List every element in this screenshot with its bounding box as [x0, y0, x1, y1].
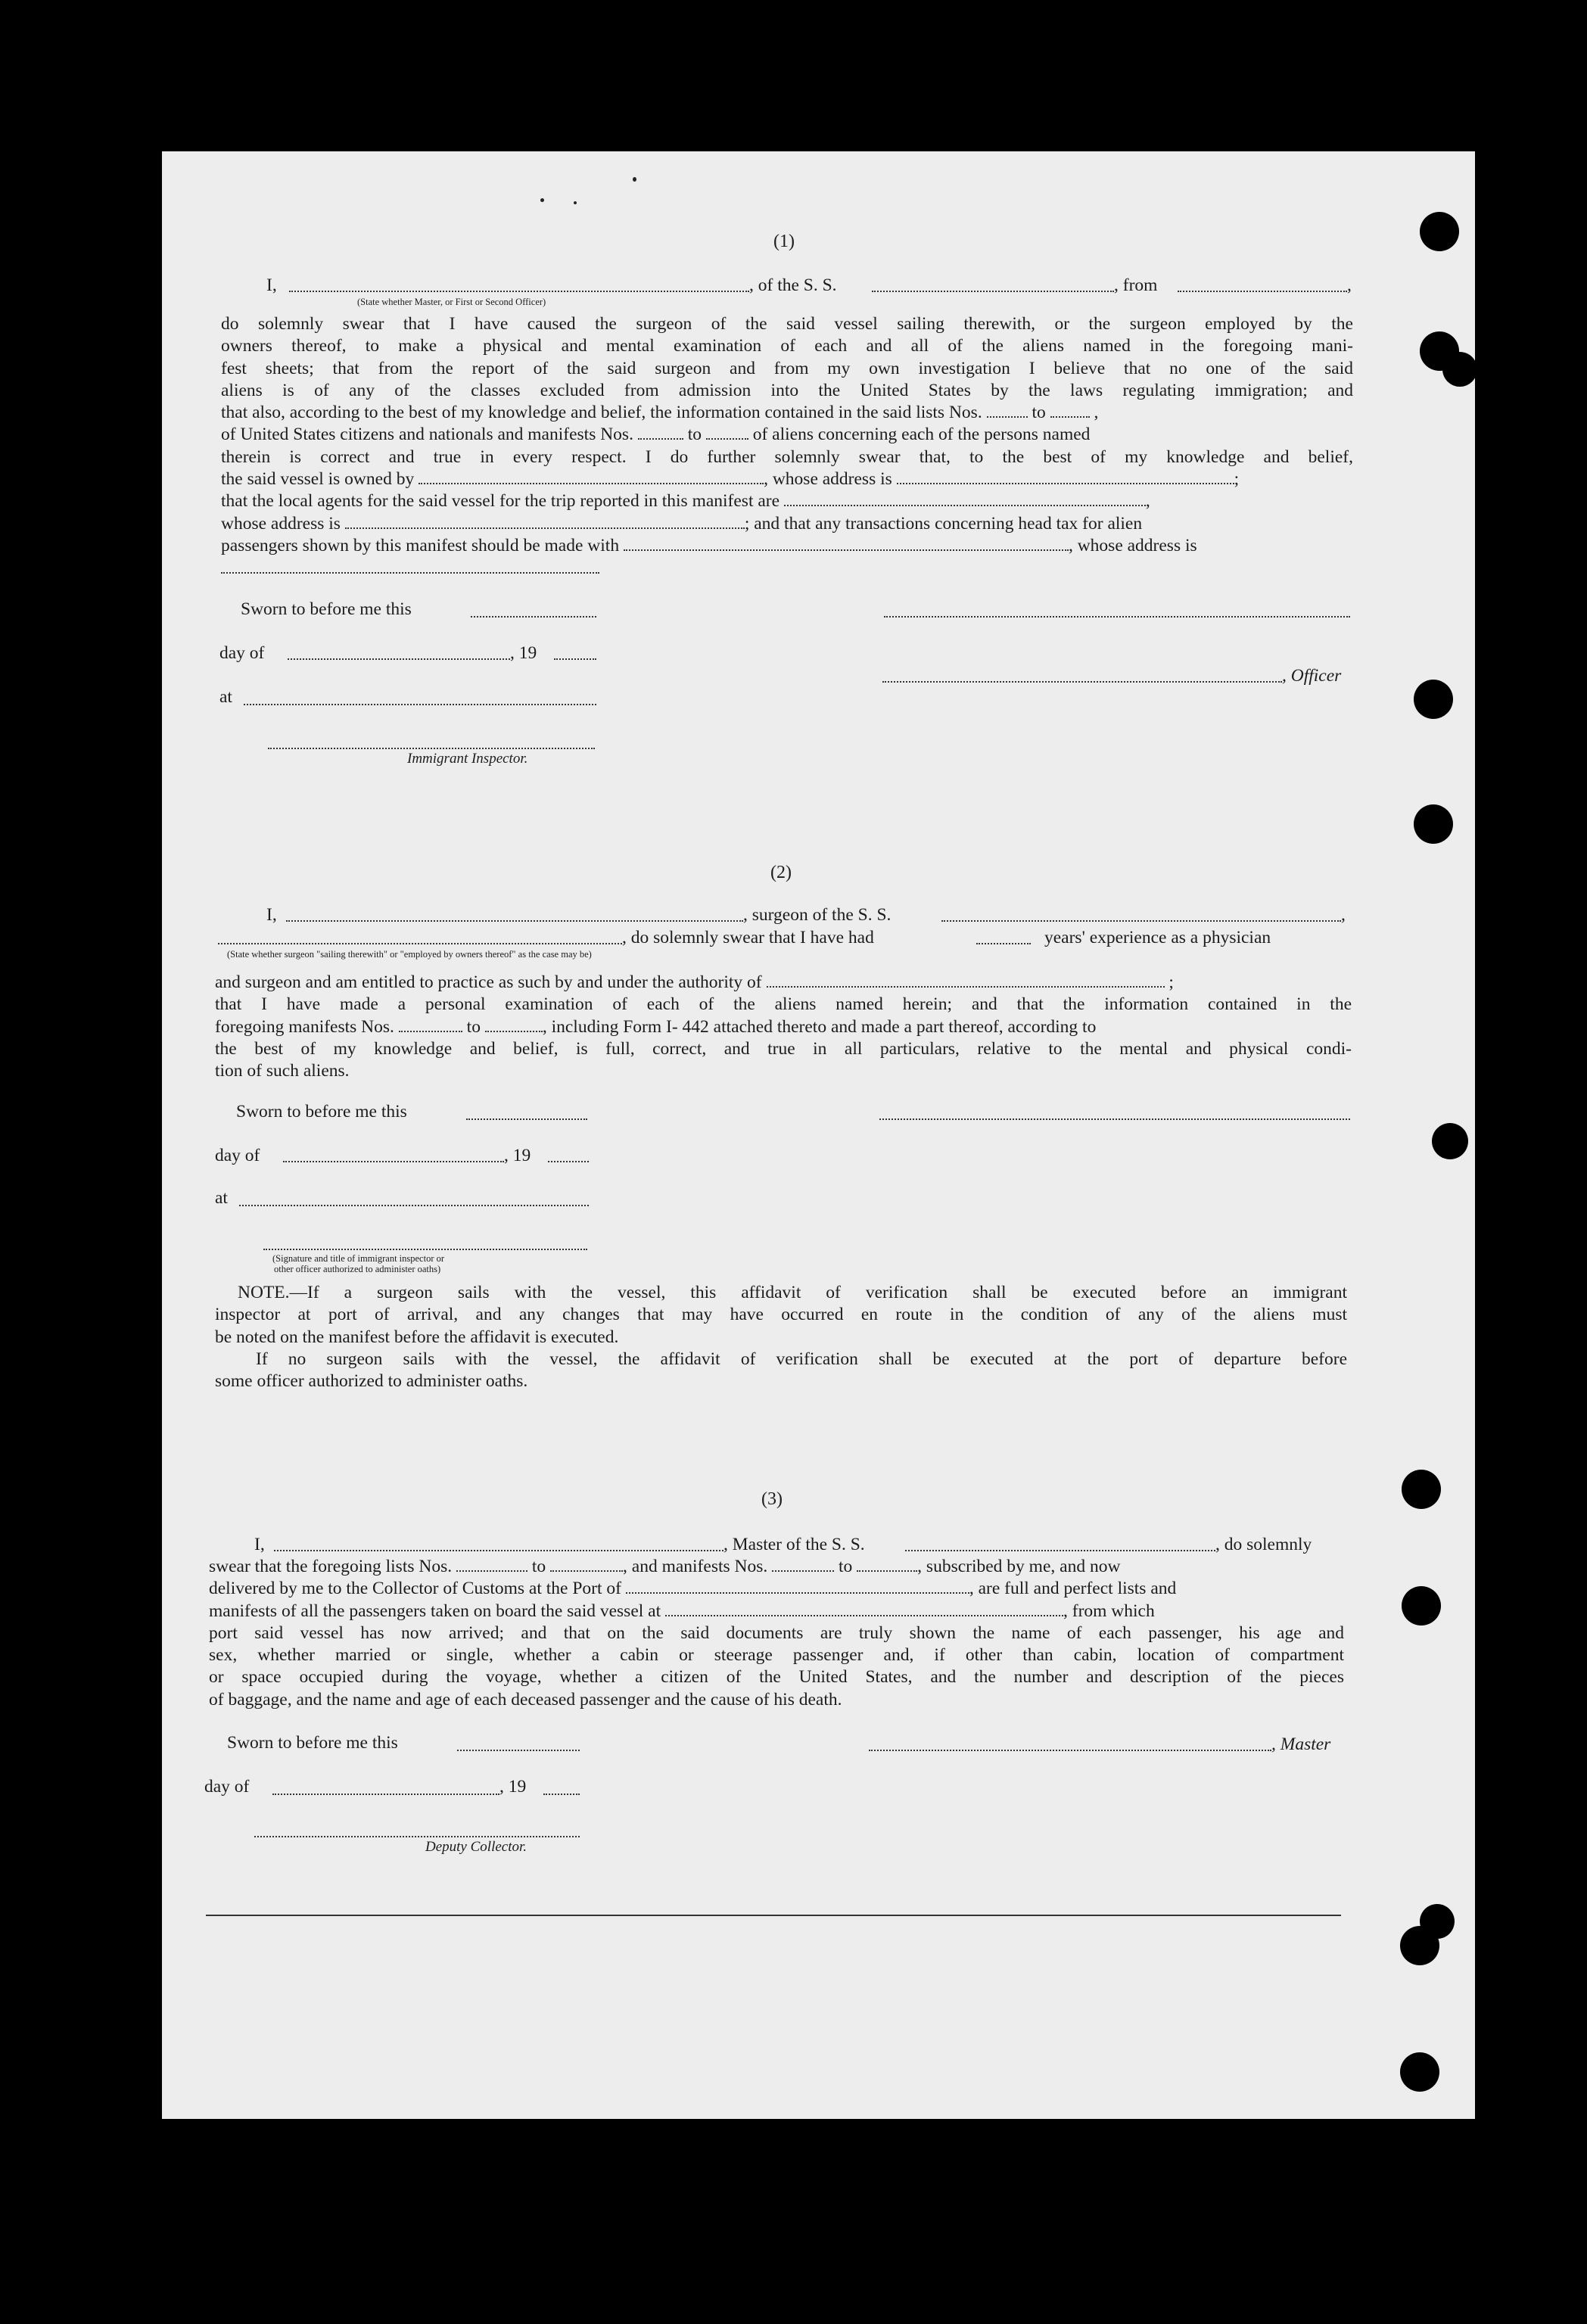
- section-1-number: (1): [773, 232, 795, 251]
- speck-mark: [540, 198, 544, 202]
- punch-hole: [1402, 1586, 1441, 1626]
- s2-at-field[interactable]: [239, 1205, 589, 1206]
- s2-surgeon-of-ss: , surgeon of the S. S.: [743, 905, 892, 925]
- s2-year: , 19: [504, 1146, 531, 1165]
- s2-body-line: the best of my knowledge and belief, is full, correct, and true in all particulars, relative to the mental and physical condi-: [215, 1038, 1352, 1059]
- s2-inspector-signature-line[interactable]: [263, 1249, 587, 1250]
- s1-address-continued-field[interactable]: [221, 572, 599, 574]
- s1-body: [221, 313, 1353, 557]
- s2-body-line: that I have made a personal examination of each of the aliens named herein; and that the information contained in the: [215, 994, 1352, 1015]
- s1-body-line: that the local agents for the said vessel for the trip reported in this manifest are ,: [221, 491, 1150, 512]
- s3-body: [209, 1556, 1344, 1711]
- s2-note-line: some officer authorized to administer oaths.: [215, 1371, 528, 1392]
- s1-from-field[interactable]: [1178, 291, 1347, 292]
- s2-year-field[interactable]: [548, 1161, 589, 1162]
- s2-day-field[interactable]: [283, 1161, 504, 1162]
- s1-at: at: [219, 687, 232, 707]
- s3-body-line: manifests of all the passengers taken on board the said vessel at , from which: [209, 1601, 1155, 1621]
- s1-caption: (State whether Master, or First or Second Officer): [357, 297, 546, 307]
- s3-year-field[interactable]: [543, 1794, 580, 1795]
- s1-body-line: that also, according to the best of my knowledge and belief, the information contained in the said lists Nos. to ,: [221, 403, 1099, 423]
- s1-comma: ,: [1347, 275, 1352, 295]
- s3-i: I,: [254, 1535, 265, 1554]
- s2-i: I,: [266, 905, 277, 925]
- s3-collector-label: Deputy Collector.: [425, 1839, 527, 1855]
- s3-body-line: swear that the foregoing lists Nos. to , and manifests Nos. to , subscribed by me, and now: [209, 1557, 1121, 1576]
- s1-at-field[interactable]: [244, 704, 596, 705]
- s2-at: at: [215, 1188, 228, 1208]
- s3-body-line: or space occupied during the voyage, whether a citizen of the United States, and the number and description of the pieces: [209, 1667, 1344, 1688]
- s2-swear: , do solemnly swear that I have had: [622, 928, 874, 947]
- s3-master-of-ss: , Master of the S. S.: [723, 1535, 865, 1554]
- s1-body-line: the said vessel is owned by , whose address is ;: [221, 469, 1240, 490]
- s3-do-solemnly: , do solemnly: [1215, 1535, 1312, 1554]
- s2-sig-caption-2: other officer authorized to administer oaths): [274, 1264, 441, 1274]
- s1-i: I,: [266, 275, 277, 295]
- s2-sig-caption-1: (Signature and title of immigrant inspector or: [272, 1253, 445, 1264]
- s2-note-line: inspector at port of arrival, and any changes that may have occurred en route in the condition of any of the aliens must: [215, 1305, 1347, 1325]
- punch-hole: [1442, 352, 1477, 387]
- s3-collector-signature-line[interactable]: [254, 1836, 580, 1837]
- s1-year: , 19: [510, 643, 537, 663]
- s2-note-line: be noted on the manifest before the affidavit is executed.: [215, 1327, 619, 1347]
- s3-body-line: delivered by me to the Collector of Customs at the Port of , are full and perfect lists and: [209, 1579, 1177, 1599]
- s3-body-line: sex, whether married or single, whether a cabin or steerage passenger and, if other than cabin, location of compartment: [209, 1645, 1344, 1666]
- s1-officer-name-field[interactable]: [289, 291, 749, 292]
- s1-day-field[interactable]: [288, 658, 510, 660]
- s1-of-ss: , of the S. S.: [749, 275, 837, 295]
- s2-surgeon-signature-line[interactable]: [879, 1118, 1350, 1120]
- s2-sworn: Sworn to before me this: [236, 1102, 407, 1122]
- s3-master-signature-line[interactable]: [869, 1750, 1271, 1751]
- punch-hole: [1400, 2052, 1439, 2092]
- s2-surgeon-name-field[interactable]: [286, 920, 743, 922]
- s2-note: [215, 1282, 1347, 1392]
- s1-officer-label: , Officer: [1282, 666, 1342, 686]
- s1-body-line: of United States citizens and nationals and manifests Nos. to of aliens concerning each of the persons named: [221, 425, 1091, 445]
- s3-master-name-field[interactable]: [274, 1550, 723, 1551]
- bottom-rule: [206, 1915, 1341, 1916]
- s3-day-of: day of: [204, 1777, 250, 1797]
- s2-note-line: If no surgeon sails with the vessel, the affidavit of verification shall be executed at the port of departure before: [256, 1349, 1347, 1369]
- s2-body-line: and surgeon and am entitled to practice as such by and under the authority of ;: [215, 972, 1174, 992]
- s3-sworn: Sworn to before me this: [227, 1733, 398, 1753]
- speck-mark: [633, 177, 636, 182]
- s1-officer-signature-line[interactable]: [884, 616, 1350, 618]
- s1-inspector-signature-line[interactable]: [268, 748, 595, 749]
- s2-comma: ,: [1341, 905, 1346, 925]
- punch-hole: [1414, 804, 1453, 844]
- s3-sworn-field[interactable]: [457, 1750, 580, 1751]
- s2-day-of: day of: [215, 1146, 260, 1165]
- s2-body: [215, 972, 1352, 1082]
- s3-body-line: port said vessel has now arrived; and that on the said documents are truly shown the name of each passenger, his age and: [209, 1622, 1344, 1643]
- section-2-number: (2): [770, 863, 792, 882]
- s2-years-field[interactable]: [976, 943, 1031, 944]
- punch-hole: [1432, 1123, 1468, 1159]
- s1-body-line: fest sheets; that from the report of the said surgeon and from my own investigation I believe that no one of the said: [221, 358, 1353, 378]
- s1-body-line: passengers shown by this manifest should be made with , whose address is: [221, 535, 1197, 555]
- speck-mark: [574, 201, 577, 204]
- punch-hole: [1400, 1926, 1439, 1965]
- s2-caption: (State whether surgeon "sailing therewith" or "employed by owners thereof" as the case may be): [227, 949, 592, 960]
- s1-day-of: day of: [219, 643, 265, 663]
- s2-body-line: foregoing manifests Nos. to , including Form I- 442 attached thereto and made a part thereof, according to: [215, 1016, 1097, 1037]
- s1-body-line: owners thereof, to make a physical and mental examination of each and all of the aliens named in the foregoing mani-: [221, 336, 1353, 356]
- s1-body-line: therein is correct and true in every respect. I do further solemnly swear that, to the best of my knowledge and belief,: [221, 446, 1353, 467]
- punch-hole: [1402, 1470, 1441, 1509]
- s1-inspector-label: Immigrant Inspector.: [407, 751, 528, 767]
- s1-ship-name-field[interactable]: [872, 291, 1114, 292]
- s3-day-field[interactable]: [272, 1794, 499, 1795]
- s3-master-label: , Master: [1271, 1734, 1331, 1754]
- s1-body-line: do solemnly swear that I have caused the surgeon of the said vessel sailing therewith, or the surgeon employed by the: [221, 314, 1353, 334]
- s3-body-line: of baggage, and the name and age of each deceased passenger and the cause of his death.: [209, 1689, 842, 1710]
- s1-sworn: Sworn to before me this: [241, 599, 412, 619]
- s3-year: , 19: [499, 1777, 527, 1797]
- s1-body-line: whose address is ; and that any transactions concerning head tax for alien: [221, 513, 1143, 534]
- s2-sworn-field[interactable]: [466, 1118, 587, 1120]
- punch-hole: [1414, 680, 1453, 719]
- s1-from: , from: [1114, 275, 1158, 295]
- s2-years-experience: years' experience as a physician: [1044, 928, 1271, 947]
- s3-ship-name-field[interactable]: [905, 1550, 1215, 1551]
- s2-ship-name-field[interactable]: [941, 920, 1341, 922]
- section-3-number: (3): [761, 1489, 783, 1509]
- s1-body-line: aliens is of any of the classes excluded from admission into the United States by the laws regulating immigration; and: [221, 380, 1353, 400]
- s2-body-line: tion of such aliens.: [215, 1061, 350, 1081]
- s2-surgeon-type-field[interactable]: [218, 943, 622, 944]
- punch-hole: [1420, 212, 1459, 251]
- s1-officer-title-line[interactable]: [882, 681, 1282, 683]
- s2-note-line: NOTE.—If a surgeon sails with the vessel, this affidavit of verification shall be executed before an immigrant: [238, 1283, 1347, 1302]
- s1-sworn-field[interactable]: [471, 616, 596, 618]
- s1-year-field[interactable]: [554, 658, 596, 660]
